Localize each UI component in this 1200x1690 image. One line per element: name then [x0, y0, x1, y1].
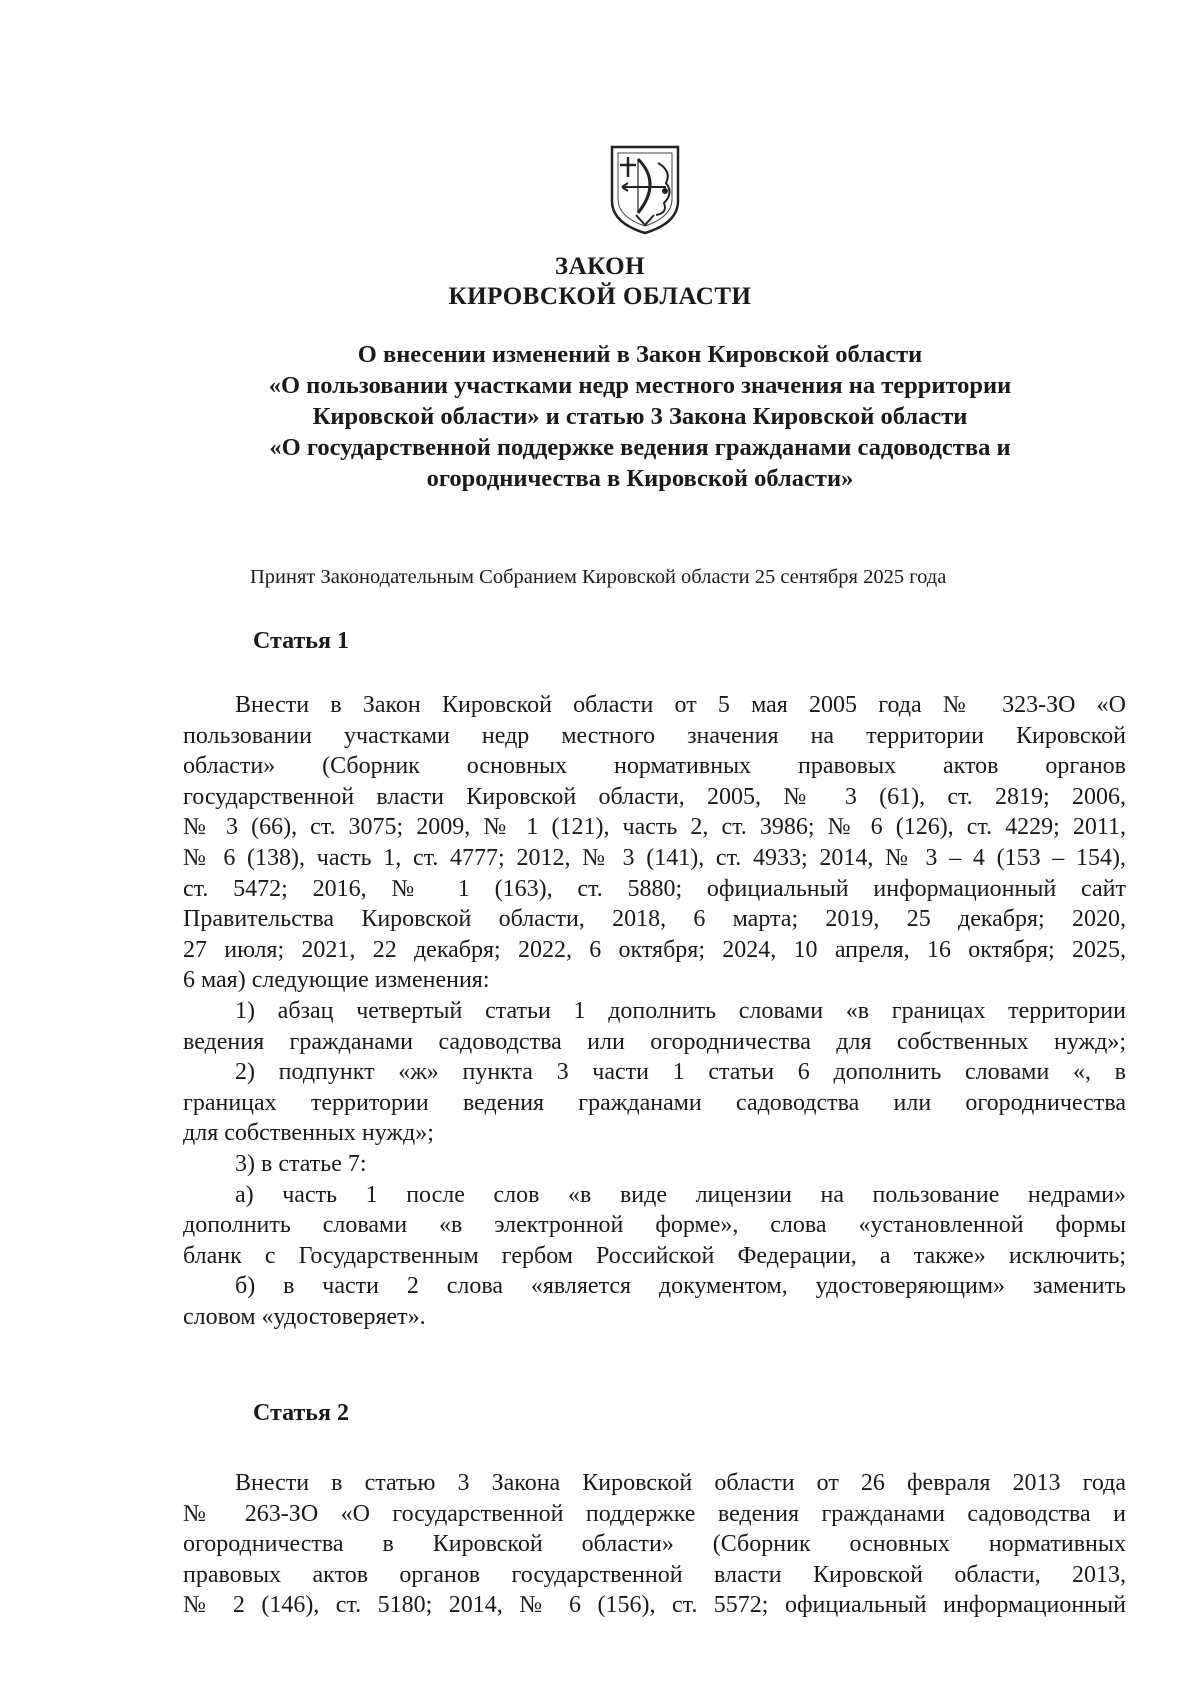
- text-line: Правительства Кировской области, 2018, 6 марта; 2019, 25 декабря; 2020,: [183, 906, 1126, 933]
- adoption-note: Принят Законодательным Собранием Кировской области 25 сентября 2025 года: [250, 566, 947, 588]
- law-subtitle: [200, 339, 1080, 494]
- text-line: № 6 (138), часть 1, ст. 4777; 2012, № 3 (141), ст. 4933; 2014, № 3 – 4 (153 – 154),: [183, 844, 1126, 871]
- text-line: огородничества в Кировской области» (Сборник основных нормативных: [183, 1531, 1126, 1558]
- list-item-line: 1) абзац четвертый статьи 1 дополнить словами «в границах территории: [235, 997, 1126, 1024]
- list-item-line: дополнить словами «в электронной форме», слова «установленной формы: [183, 1212, 1126, 1239]
- text-line: 6 мая) следующие изменения:: [183, 967, 490, 994]
- coat-of-arms-icon: [608, 143, 682, 235]
- text-line: государственной власти Кировской области, 2005, № 3 (61), ст. 2819; 2006,: [183, 783, 1126, 810]
- text-line: 27 июля; 2021, 22 декабря; 2022, 6 октября; 2024, 10 апреля, 16 октября; 2025,: [183, 936, 1126, 963]
- list-item-line: границах территории ведения гражданами садоводства или огородничества: [183, 1089, 1126, 1116]
- subtitle-line: огородничества в Кировской области»: [426, 465, 854, 492]
- text-line: ст. 5472; 2016, № 1 (163), ст. 5880; официальный информационный сайт: [183, 875, 1126, 902]
- list-item-line: словом «удостоверяет».: [183, 1303, 426, 1330]
- text-line: № 3 (66), ст. 3075; 2009, № 1 (121), часть 2, ст. 3986; № 6 (126), ст. 4229; 2011,: [183, 814, 1126, 841]
- subtitle-line: Кировской области» и статью 3 Закона Кировской области: [312, 403, 968, 430]
- article-2-body: [183, 1468, 1126, 1621]
- text-line: Внести в Закон Кировской области от 5 мая 2005 года № 323-ЗО «О: [235, 692, 1126, 718]
- article-1-body: [183, 690, 1126, 1332]
- list-item-line: ведения гражданами садоводства или огородничества для собственных нужд»;: [183, 1028, 1126, 1055]
- text-line: пользовании участками недр местного значения на территории Кировской: [183, 722, 1126, 749]
- list-item-line: для собственных нужд»;: [183, 1120, 434, 1147]
- text-line: № 2 (146), ст. 5180; 2014, № 6 (156), ст. 5572; официальный информационный: [183, 1592, 1126, 1619]
- list-item-line: бланк с Государственным гербом Российской Федерации, а также» исключить;: [183, 1242, 1126, 1269]
- article-1-heading: Статья 1: [253, 628, 349, 654]
- list-item-line: 2) подпункт «ж» пункта 3 части 1 статьи 6 дополнить словами «, в: [235, 1059, 1126, 1086]
- text-line: области» (Сборник основных нормативных правовых актов органов: [183, 753, 1126, 780]
- subtitle-line: О внесении изменений в Закон Кировской области: [357, 341, 923, 368]
- list-item-line: б) в части 2 слова «является документом, удостоверяющим» заменить: [235, 1273, 1126, 1300]
- subtitle-line: «О пользовании участками недр местного значения на территории: [268, 372, 1012, 399]
- text-line: Внести в статью 3 Закона Кировской области от 26 февраля 2013 года: [235, 1470, 1126, 1496]
- text-line: правовых актов органов государственной власти Кировской области, 2013,: [183, 1561, 1126, 1588]
- list-item-line: а) часть 1 после слов «в виде лицензии на пользование недрами»: [235, 1181, 1126, 1208]
- subtitle-line: «О государственной поддержке ведения гражданами садоводства и: [269, 434, 1011, 461]
- law-title-region: КИРОВСКОЙ ОБЛАСТИ: [448, 283, 752, 310]
- text-line: № 263-ЗО «О государственной поддержке ведения гражданами садоводства и: [183, 1500, 1126, 1527]
- list-item-line: 3) в статье 7:: [235, 1150, 367, 1177]
- article-2-heading: Статья 2: [253, 1400, 349, 1426]
- law-title: ЗАКОН: [554, 253, 646, 280]
